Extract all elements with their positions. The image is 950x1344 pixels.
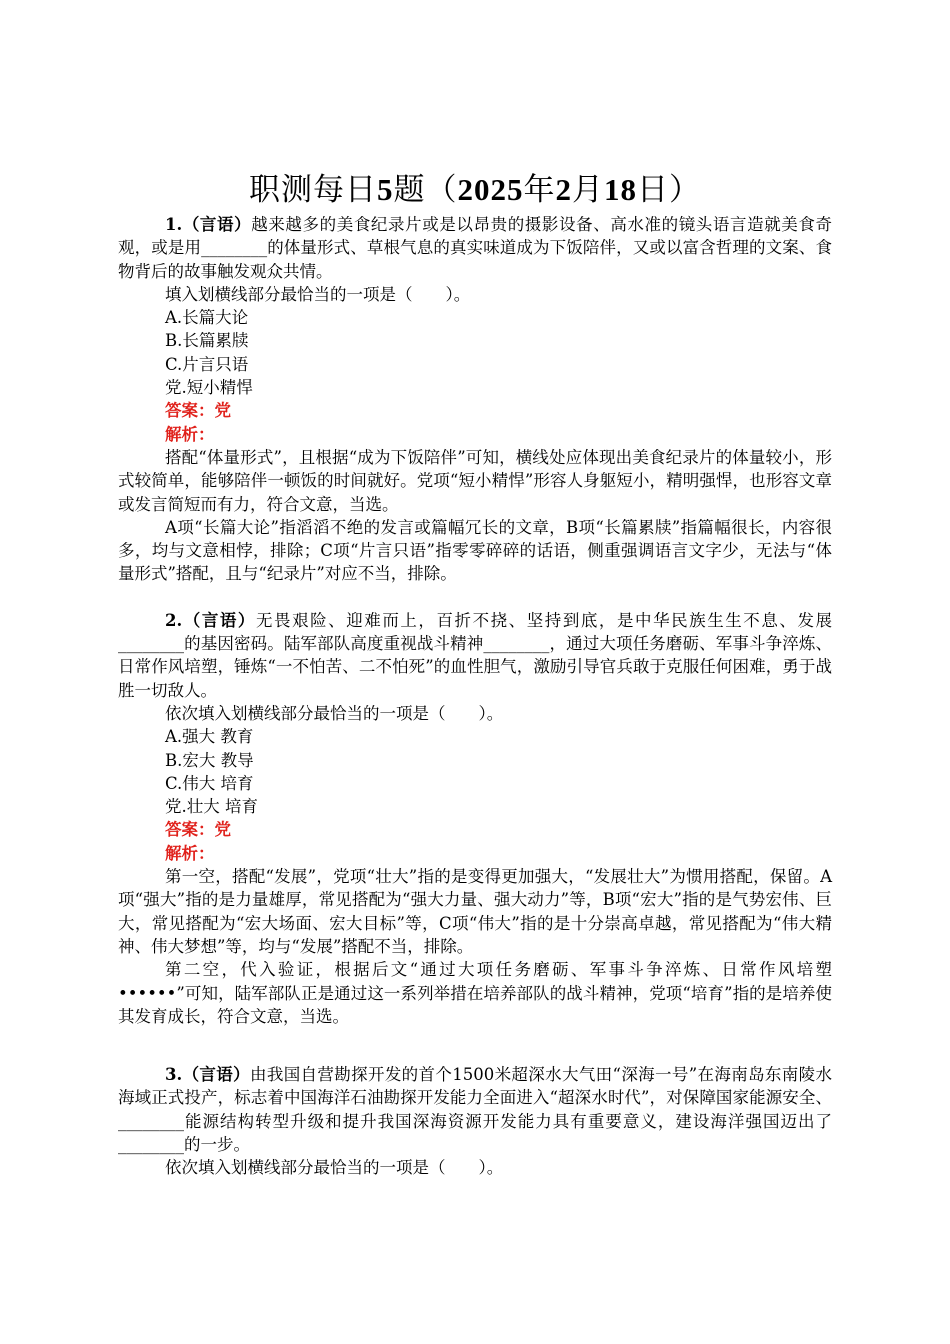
question-number: 2.（言语） bbox=[165, 610, 256, 630]
option-d: 党.短小精悍 bbox=[165, 378, 253, 398]
question-prompt: 依次填入划横线部分最恰当的一项是（ ）。 bbox=[165, 1158, 504, 1178]
option-a: A.长篇大论 bbox=[165, 308, 249, 328]
title-text: 日） bbox=[637, 172, 701, 207]
question-3 bbox=[118, 1063, 832, 1179]
answer-label: 答案：党 bbox=[165, 401, 231, 421]
question-text: 越来越多的美食纪录片或是以昂贵的摄影设备、高水准的镜头语言造就美食奇观，或是用________的体量形式、草根气息的真实味道成为下饭陪伴，又或以富含哲理的文案、食物背后的故事触发观众共情。 bbox=[118, 215, 833, 281]
option-d: 党.壮大 培育 bbox=[165, 797, 258, 817]
question-text: 由我国自营勘探开发的首个1500米超深水大气田“深海一号”在海南岛东南陵水海域正式投产，标志着中国海洋石油勘探开发能力全面进入“超深水时代”，对保障国家能源安全、________能源结构转型升级和提升我国深海资源开发能力具有重要意义，建设海洋强国迈出了________的一步。 bbox=[118, 1065, 832, 1154]
title-year: 2025 bbox=[457, 172, 524, 207]
question-prompt: 依次填入划横线部分最恰当的一项是（ ）。 bbox=[165, 703, 504, 723]
option-c: C.片言只语 bbox=[165, 354, 249, 374]
question-prompt: 填入划横线部分最恰当的一项是（ ）。 bbox=[165, 284, 471, 304]
option-c: C.伟大 培育 bbox=[165, 773, 254, 793]
analysis-label: 解析： bbox=[165, 424, 215, 444]
question-stem bbox=[118, 213, 832, 283]
question-text: 无畏艰险、迎难而上，百折不挠、坚持到底，是中华民族生生不息、发展________的基因密码。陆军部队高度重视战斗精神________，通过大项任务磨砺、军事斗争淬炼、日常作风培塑，锤炼“一不怕苦、二不怕死”的血性胆气，激励引导官兵敢于克服任何困难，勇于战胜一切敌人。 bbox=[118, 610, 833, 700]
page-title bbox=[0, 170, 950, 210]
title-text: 月 bbox=[572, 172, 604, 207]
question-number: 3.（言语） bbox=[165, 1065, 250, 1085]
analysis-paragraph: 搭配“体量形式”，且根据“成为下饭陪伴”可知，横线处应体现出美食纪录片的体量较小，形式较简单，能够陪伴一顿饭的时间就好。党项“短小精悍”形容人身躯短小，精明强悍，也形容文章或发言简短而有力，符合文意，当选。 bbox=[118, 447, 832, 514]
spacer bbox=[118, 586, 832, 609]
analysis-paragraph: 第二空，代入验证，根据后文“通过大项任务磨砺、军事斗争淬炼、日常作风培塑••••••”可知，陆军部队正是通过这一系列举措在培养部队的战斗精神，党项“培育”指的是培养使其发育成长，符合文意，当选。 bbox=[118, 960, 832, 1026]
question-2 bbox=[118, 609, 832, 1028]
analysis-paragraph: 第一空，搭配“发展”，党项“壮大”指的是变得更加强大，“发展壮大”为惯用搭配，保留。A项“强大”指的是力量雄厚，常见搭配为“强大力量、强大动力”等，B项“宏大”指的是气势宏伟、巨大，常见搭配为“宏大场面、宏大目标”等，C项“伟大”指的是十分崇高卓越，常见搭配为“伟大精神、伟大梦想”等，均与“发展”搭配不当，排除。 bbox=[118, 867, 832, 956]
analysis-paragraph: A项“长篇大论”指滔滔不绝的发言或篇幅冗长的文章，B项“长篇累牍”指篇幅很长，内容很多，均与文意相悖，排除；C项“片言只语”指零零碎碎的话语，侧重强调语言文字少，无法与“体量形式”搭配，且与“纪录片”对应不当，排除。 bbox=[118, 517, 832, 584]
question-stem bbox=[118, 1063, 832, 1156]
title-count: 5 bbox=[377, 172, 394, 207]
option-a: A.强大 教育 bbox=[165, 727, 254, 747]
title-text: 年 bbox=[523, 172, 556, 207]
question-1 bbox=[118, 213, 832, 586]
analysis-label: 解析： bbox=[165, 843, 215, 863]
spacer bbox=[118, 1028, 832, 1063]
title-day: 18 bbox=[604, 172, 637, 207]
title-month: 2 bbox=[555, 172, 572, 207]
answer-label: 答案：党 bbox=[165, 820, 231, 840]
title-text: 题（ bbox=[393, 172, 458, 207]
questions-body bbox=[118, 213, 832, 1180]
option-b: B.长篇累牍 bbox=[165, 331, 249, 351]
option-b: B.宏大 教导 bbox=[165, 750, 254, 770]
question-stem bbox=[118, 609, 832, 702]
question-number: 1.（言语） bbox=[165, 215, 252, 234]
title-text: 职测每日 bbox=[249, 172, 377, 207]
